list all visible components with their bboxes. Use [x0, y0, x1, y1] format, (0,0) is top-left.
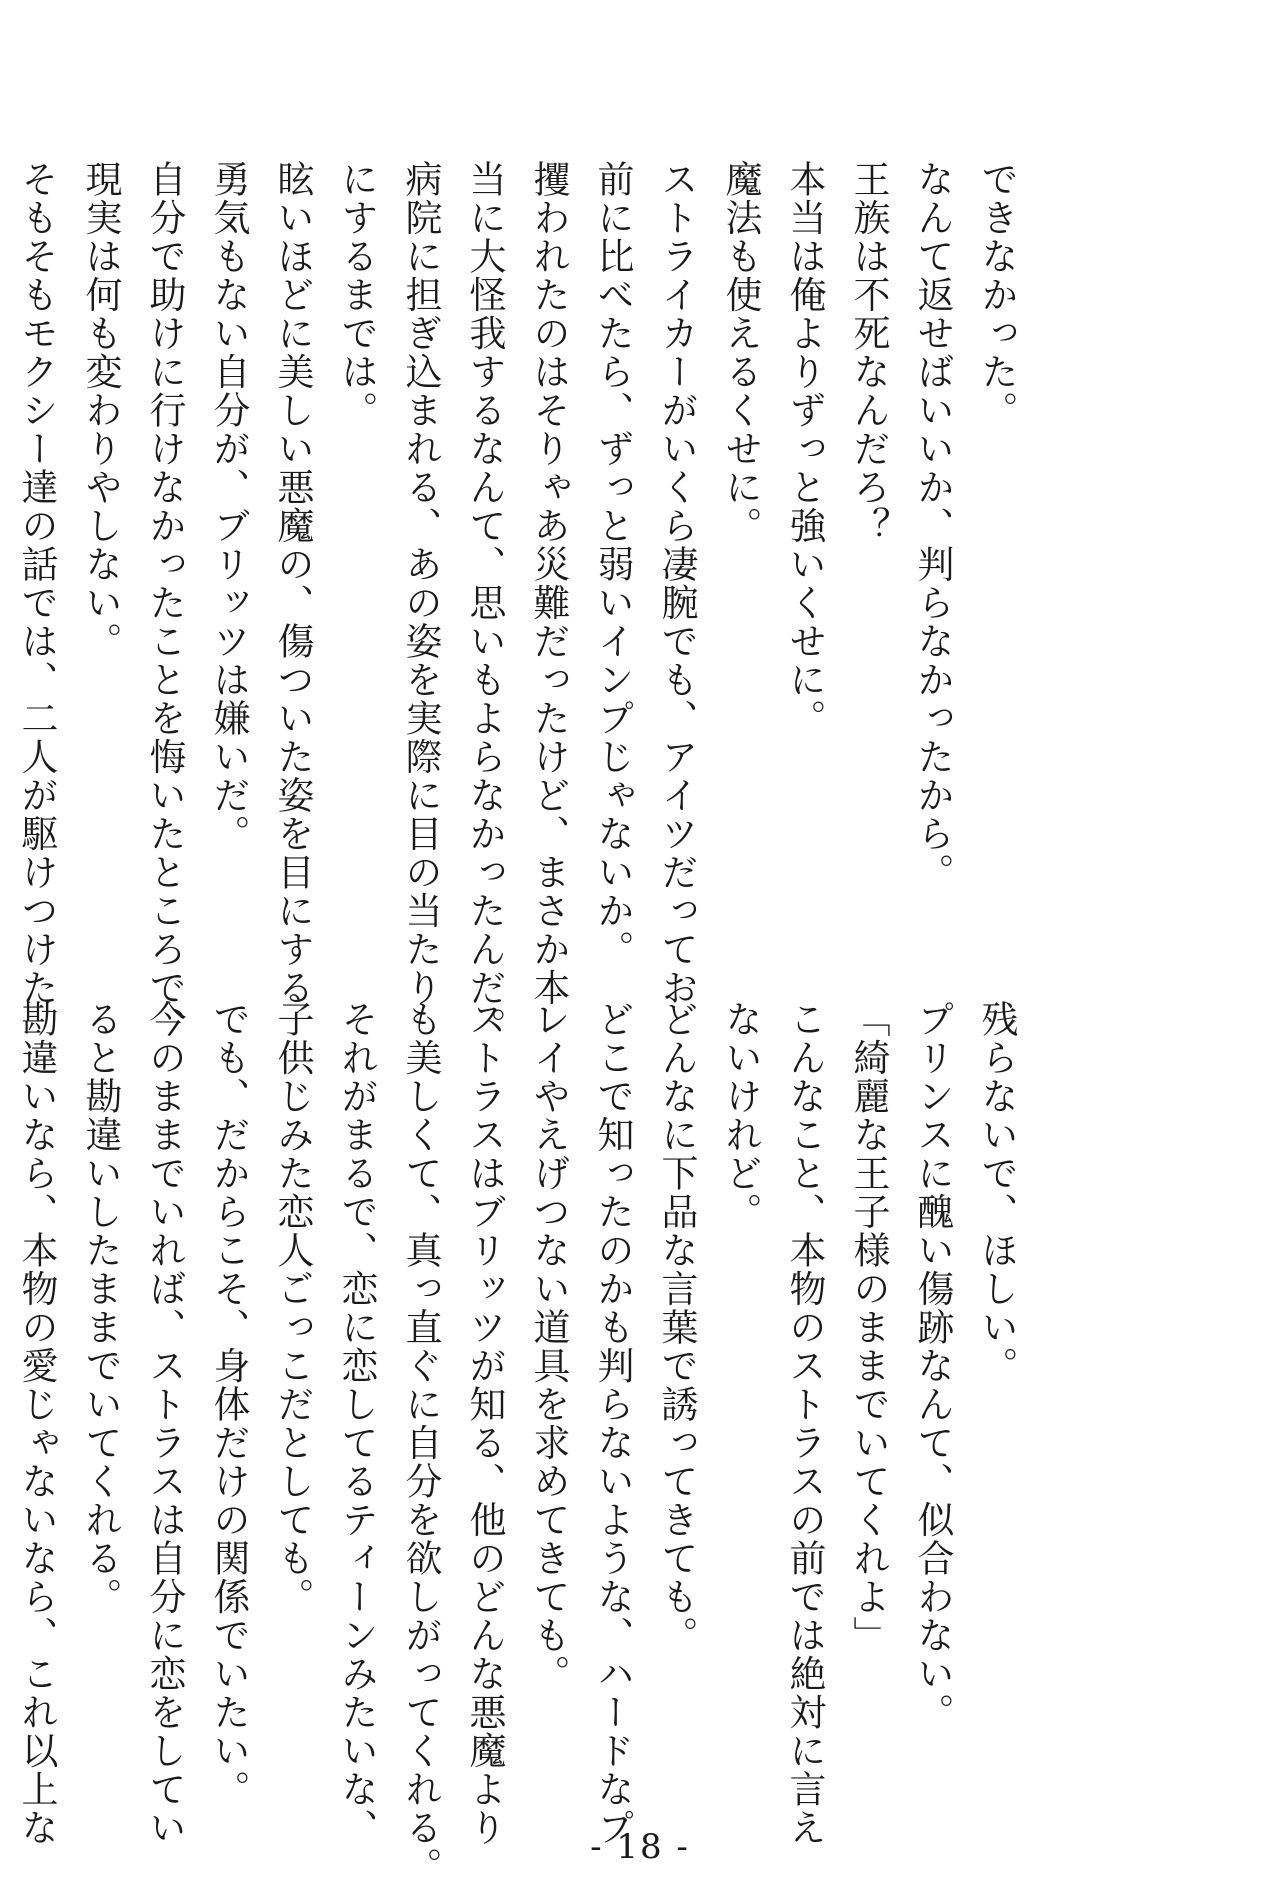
- text-line: 「綺麗な王子様のままでいてくれよ」: [847, 1000, 890, 1655]
- text-line: 魔法も使えるくせに。: [719, 160, 762, 545]
- text-line: ストラスはブリッツが知る、他のどんな悪魔より: [463, 1000, 506, 1847]
- text-line: 現実は何も変わりやしない。: [79, 160, 122, 661]
- text-line: も美しくて、真っ直ぐに自分を欲しがってくれる。: [399, 1000, 442, 1886]
- text-line: 本当は俺よりずっと強いくせに。: [783, 160, 826, 738]
- text-line: 眩いほどに美しい悪魔の、傷ついた姿を目にする: [271, 160, 314, 1007]
- top-text-block: [15, 160, 1028, 1046]
- text-line: ると勘違いしたままでいてくれる。: [79, 1000, 122, 1616]
- text-line: 子供じみた恋人ごっこだとしても。: [271, 1000, 314, 1616]
- text-line: レイやえげつない道具を求めてきても。: [527, 1000, 570, 1693]
- text-line: でも、だからこそ、身体だけの関係でいたい。: [207, 1000, 250, 1809]
- text-line: できなかった。: [975, 160, 1018, 430]
- text-line: 王族は不死なんだろ？: [847, 160, 890, 545]
- page-number: - 18 -: [590, 1827, 690, 1867]
- text-line: ストライカーがいくら凄腕でも、アイツだってお: [655, 160, 698, 1007]
- text-line: どんなに下品な言葉で誘ってきても。: [655, 1000, 698, 1655]
- text-line: それがまるで、恋に恋してるティーンみたいな、: [335, 1000, 378, 1847]
- text-line: プリンスに醜い傷跡なんて、似合わない。: [911, 1000, 954, 1732]
- text-line: ないけれど。: [719, 1000, 762, 1231]
- text-line: 当に大怪我するなんて、思いもよらなかったんだ。: [463, 160, 506, 1046]
- text-line: にするまでは。: [335, 160, 378, 430]
- text-line: 勘違いなら、本物の愛じゃないなら、これ以上な: [15, 1000, 58, 1847]
- text-line: 前に比べたら、ずっと弱いインプじゃないか。: [591, 160, 634, 969]
- text-line: 攫われたのはそりゃあ災難だったけど、まさか本: [527, 160, 570, 1007]
- text-line: こんなこと、本物のストラスの前では絶対に言え: [783, 1000, 826, 1847]
- text-line: 自分で助けに行けなかったことを悔いたところで、: [143, 160, 186, 1046]
- text-line: 勇気もない自分が、ブリッツは嫌いだ。: [207, 160, 250, 853]
- text-line: 病院に担ぎ込まれる、あの姿を実際に目の当たり: [399, 160, 442, 1007]
- text-line: 今のままでいれば、ストラスは自分に恋をしてい: [143, 1000, 186, 1847]
- text-line: なんて返せばいいか、判らなかったから。: [911, 160, 954, 892]
- text-line: どこで知ったのかも判らないような、ハードなプ: [591, 1000, 634, 1847]
- text-line: そもそもモクシー達の話では、二人が駆けつけた: [15, 160, 58, 1007]
- text-line: [0, 160, 4, 950]
- text-line: 残らないで、ほしい。: [975, 1000, 1018, 1385]
